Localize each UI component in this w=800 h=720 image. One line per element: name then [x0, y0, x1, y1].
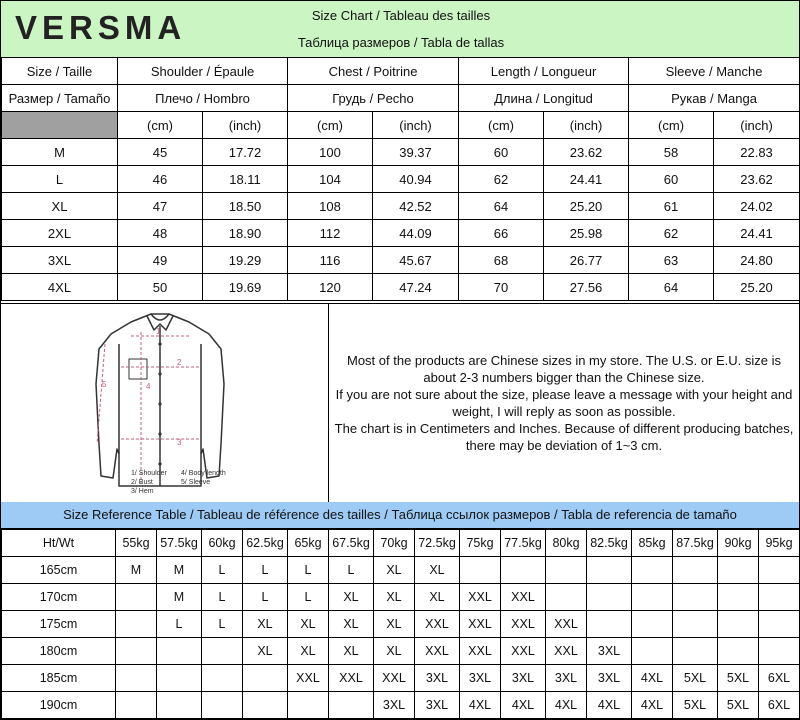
header-bar	[1, 1, 799, 58]
recommended-size-cell: XXL	[460, 584, 501, 611]
size-note	[329, 304, 799, 502]
measurement-cell: 24.41	[714, 220, 800, 247]
recommended-size-cell	[546, 557, 587, 584]
measurement-cell: 60	[629, 166, 714, 193]
recommended-size-cell: 5XL	[673, 692, 718, 719]
size-table	[1, 57, 800, 301]
size-label-cell: 2XL	[2, 220, 118, 247]
measurement-cell: 39.37	[373, 139, 459, 166]
recommended-size-cell: XL	[288, 611, 329, 638]
recommended-size-cell	[116, 692, 157, 719]
recommended-size-cell: M	[157, 557, 202, 584]
brand-logo: VERSMA	[15, 9, 187, 46]
weight-header-cell: 62.5kg	[243, 530, 288, 557]
weight-header-cell: 80kg	[546, 530, 587, 557]
size-label-cell: M	[2, 139, 118, 166]
recommended-size-cell	[718, 557, 759, 584]
recommended-size-cell: XL	[415, 584, 460, 611]
legend-item: 1/ Shoulder	[131, 470, 167, 477]
recommended-size-cell: 5XL	[718, 692, 759, 719]
info-section	[1, 303, 799, 503]
unit-cell: (inch)	[714, 112, 800, 139]
recommended-size-cell	[501, 557, 546, 584]
recommended-size-cell: XL	[243, 638, 288, 665]
weight-header-cell: 67.5kg	[329, 530, 374, 557]
recommended-size-cell: XXL	[460, 638, 501, 665]
size-label-cell: L	[2, 166, 118, 193]
weight-header-cell: 95kg	[759, 530, 800, 557]
recommended-size-cell	[546, 584, 587, 611]
recommended-size-cell: XL	[374, 557, 415, 584]
note-line: there may be deviation of 1~3 cm.	[465, 438, 663, 453]
recommended-size-cell: XXL	[329, 665, 374, 692]
measurement-cell: 19.69	[203, 274, 288, 301]
recommended-size-cell	[587, 611, 632, 638]
measurement-cell: 47	[118, 193, 203, 220]
recommended-size-cell: XXL	[288, 665, 329, 692]
measurement-cell: 100	[288, 139, 373, 166]
measurement-cell: 104	[288, 166, 373, 193]
recommended-size-cell: L	[329, 557, 374, 584]
recommended-size-cell: L	[243, 584, 288, 611]
reference-row	[2, 692, 800, 719]
recommended-size-cell: 3XL	[374, 692, 415, 719]
weight-header-cell: 55kg	[116, 530, 157, 557]
unit-cell: (cm)	[288, 112, 373, 139]
weight-header-cell: 85kg	[632, 530, 673, 557]
recommended-size-cell: 4XL	[632, 692, 673, 719]
measurement-cell: 46	[118, 166, 203, 193]
recommended-size-cell: XXL	[501, 638, 546, 665]
recommended-size-cell: 4XL	[587, 692, 632, 719]
measurement-cell: 24.41	[544, 166, 629, 193]
measurement-cell: 49	[118, 247, 203, 274]
size-reference-table	[1, 529, 800, 719]
recommended-size-cell	[157, 692, 202, 719]
recommended-size-cell: 4XL	[460, 692, 501, 719]
measure-label: 5	[102, 380, 107, 389]
recommended-size-cell: XXL	[546, 611, 587, 638]
measurement-cell: 50	[118, 274, 203, 301]
measurement-cell: 45.67	[373, 247, 459, 274]
measurement-cell: 64	[629, 274, 714, 301]
recommended-size-cell: XXL	[546, 638, 587, 665]
measurement-cell: 108	[288, 193, 373, 220]
unit-cell: (inch)	[203, 112, 288, 139]
size-table-header-row-1	[2, 58, 800, 85]
measure-label: 2	[177, 358, 182, 367]
ht-wt-header-cell: Ht/Wt	[2, 530, 116, 557]
recommended-size-cell	[243, 692, 288, 719]
measurement-cell: 25.20	[714, 274, 800, 301]
recommended-size-cell: 4XL	[501, 692, 546, 719]
recommended-size-cell	[587, 557, 632, 584]
weight-header-cell: 77.5kg	[501, 530, 546, 557]
shirt-measurement-diagram	[1, 304, 329, 502]
weight-header-cell: 70kg	[374, 530, 415, 557]
measurement-cell: 24.02	[714, 193, 800, 220]
height-cell: 180cm	[2, 638, 116, 665]
reference-row	[2, 611, 800, 638]
height-cell: 190cm	[2, 692, 116, 719]
recommended-size-cell	[202, 638, 243, 665]
recommended-size-cell	[673, 638, 718, 665]
recommended-size-cell	[243, 665, 288, 692]
recommended-size-cell: XXL	[415, 611, 460, 638]
unit-cell: (cm)	[629, 112, 714, 139]
legend-item: 3/ Hem	[131, 488, 154, 495]
measurement-cell: 25.98	[544, 220, 629, 247]
recommended-size-cell	[632, 611, 673, 638]
weight-header-cell: 65kg	[288, 530, 329, 557]
size-table-header-row-2	[2, 85, 800, 112]
weight-header-cell: 75kg	[460, 530, 501, 557]
recommended-size-cell: M	[157, 584, 202, 611]
recommended-size-cell	[329, 692, 374, 719]
recommended-size-cell	[116, 665, 157, 692]
legend-item: 5/ Sleeve	[181, 479, 211, 486]
header-cell: Грудь / Pecho	[288, 85, 459, 112]
recommended-size-cell: 6XL	[759, 692, 800, 719]
measure-label: 4	[146, 382, 151, 391]
measurement-cell: 42.52	[373, 193, 459, 220]
recommended-size-cell: XXL	[374, 665, 415, 692]
measurement-cell: 116	[288, 247, 373, 274]
weight-header-cell: 72.5kg	[415, 530, 460, 557]
recommended-size-cell: 3XL	[460, 665, 501, 692]
measurement-cell: 62	[629, 220, 714, 247]
recommended-size-cell: L	[157, 611, 202, 638]
measurement-cell: 22.83	[714, 139, 800, 166]
blank-gray-cell	[2, 112, 118, 139]
legend-item: 2/ Bust	[131, 479, 153, 486]
recommended-size-cell: XL	[374, 584, 415, 611]
size-row	[2, 247, 800, 274]
reference-row	[2, 638, 800, 665]
recommended-size-cell: 3XL	[415, 665, 460, 692]
recommended-size-cell	[632, 557, 673, 584]
measurement-cell: 62	[459, 166, 544, 193]
recommended-size-cell	[759, 557, 800, 584]
recommended-size-cell: L	[202, 611, 243, 638]
height-cell: 165cm	[2, 557, 116, 584]
note-line: The chart is in Centimeters and Inches. Because of different producing batches,	[334, 421, 794, 436]
measurement-cell: 18.50	[203, 193, 288, 220]
recommended-size-cell: XL	[329, 611, 374, 638]
recommended-size-cell: XL	[374, 611, 415, 638]
header-cell: Размер / Tamaño	[2, 85, 118, 112]
size-note-text	[331, 352, 798, 454]
measurement-cell: 63	[629, 247, 714, 274]
measurement-cell: 40.94	[373, 166, 459, 193]
measurement-cell: 19.29	[203, 247, 288, 274]
reference-header-row	[2, 530, 800, 557]
height-cell: 175cm	[2, 611, 116, 638]
weight-header-cell: 82.5kg	[587, 530, 632, 557]
size-row	[2, 220, 800, 247]
weight-header-cell: 90kg	[718, 530, 759, 557]
header-cell: Size / Taille	[2, 58, 118, 85]
recommended-size-cell	[759, 584, 800, 611]
measure-label: 1	[156, 327, 161, 336]
recommended-size-cell: 6XL	[759, 665, 800, 692]
recommended-size-cell: XL	[374, 638, 415, 665]
measurement-cell: 68	[459, 247, 544, 274]
header-cell: Shoulder / Épaule	[118, 58, 288, 85]
recommended-size-cell: 3XL	[501, 665, 546, 692]
unit-cell: (inch)	[373, 112, 459, 139]
recommended-size-cell: M	[116, 557, 157, 584]
recommended-size-cell: XXL	[501, 611, 546, 638]
header-cell: Плечо / Hombro	[118, 85, 288, 112]
recommended-size-cell	[116, 638, 157, 665]
recommended-size-cell: 3XL	[546, 665, 587, 692]
recommended-size-cell: L	[243, 557, 288, 584]
unit-cell: (cm)	[459, 112, 544, 139]
reference-row	[2, 557, 800, 584]
note-line: about 2-3 numbers bigger than the Chinese size.	[423, 370, 705, 385]
measurement-cell: 58	[629, 139, 714, 166]
recommended-size-cell	[202, 692, 243, 719]
recommended-size-cell: XL	[243, 611, 288, 638]
size-table-units-row	[2, 112, 800, 139]
measurement-cell: 17.72	[203, 139, 288, 166]
reference-table-title: Size Reference Table / Tableau de référence des tailles / Таблица ссылок размеров / Tabla de referencia de tamaño	[1, 502, 799, 529]
note-line: weight, I will reply as soon as possible.	[452, 404, 676, 419]
measurement-cell: 70	[459, 274, 544, 301]
recommended-size-cell	[759, 638, 800, 665]
reference-row	[2, 665, 800, 692]
recommended-size-cell: L	[202, 557, 243, 584]
height-cell: 170cm	[2, 584, 116, 611]
measurement-cell: 23.62	[714, 166, 800, 193]
recommended-size-cell: L	[288, 557, 329, 584]
recommended-size-cell	[202, 665, 243, 692]
recommended-size-cell: XL	[329, 638, 374, 665]
recommended-size-cell: 4XL	[546, 692, 587, 719]
measurement-cell: 47.24	[373, 274, 459, 301]
recommended-size-cell: XXL	[460, 611, 501, 638]
recommended-size-cell	[759, 611, 800, 638]
recommended-size-cell: 3XL	[415, 692, 460, 719]
height-cell: 185cm	[2, 665, 116, 692]
recommended-size-cell	[718, 611, 759, 638]
measurement-cell: 26.77	[544, 247, 629, 274]
measurement-cell: 112	[288, 220, 373, 247]
recommended-size-cell: L	[288, 584, 329, 611]
note-line: If you are not sure about the size, please leave a message with your height and	[335, 387, 793, 402]
recommended-size-cell	[116, 611, 157, 638]
recommended-size-cell	[632, 638, 673, 665]
size-label-cell: 3XL	[2, 247, 118, 274]
header-cell: Length / Longueur	[459, 58, 629, 85]
reference-row	[2, 584, 800, 611]
chart-subtitle: Таблица размеров / Tabla de tallas	[297, 35, 505, 50]
size-label-cell: XL	[2, 193, 118, 220]
recommended-size-cell: XXL	[415, 638, 460, 665]
measure-label: 3	[177, 438, 182, 447]
measurement-cell: 45	[118, 139, 203, 166]
size-row	[2, 193, 800, 220]
recommended-size-cell	[157, 638, 202, 665]
header-cell: Рукав / Manga	[629, 85, 800, 112]
measurement-cell: 23.62	[544, 139, 629, 166]
recommended-size-cell	[116, 584, 157, 611]
measurement-cell: 18.90	[203, 220, 288, 247]
measurement-cell: 25.20	[544, 193, 629, 220]
unit-cell: (inch)	[544, 112, 629, 139]
recommended-size-cell	[460, 557, 501, 584]
recommended-size-cell: 3XL	[587, 638, 632, 665]
size-table-body	[2, 139, 800, 301]
weight-header-cell: 87.5kg	[673, 530, 718, 557]
reference-table-body	[2, 530, 800, 719]
legend-item: 4/ Body length	[181, 470, 226, 477]
measurement-cell: 48	[118, 220, 203, 247]
weight-header-cell: 60kg	[202, 530, 243, 557]
note-line: Most of the products are Chinese sizes in my store. The U.S. or E.U. size is	[347, 353, 781, 368]
chart-title: Size Chart / Tableau des tailles	[311, 8, 491, 23]
measurement-cell: 66	[459, 220, 544, 247]
size-label-cell: 4XL	[2, 274, 118, 301]
header-cell: Chest / Poitrine	[288, 58, 459, 85]
measurement-cell: 120	[288, 274, 373, 301]
weight-header-cell: 57.5kg	[157, 530, 202, 557]
recommended-size-cell: 3XL	[587, 665, 632, 692]
recommended-size-cell	[718, 638, 759, 665]
recommended-size-cell	[673, 584, 718, 611]
size-row	[2, 274, 800, 301]
measurement-cell: 18.11	[203, 166, 288, 193]
measurement-cell: 27.56	[544, 274, 629, 301]
recommended-size-cell	[157, 665, 202, 692]
measurement-cell: 61	[629, 193, 714, 220]
recommended-size-cell: 5XL	[673, 665, 718, 692]
measurement-cell: 24.80	[714, 247, 800, 274]
recommended-size-cell	[673, 557, 718, 584]
size-row	[2, 139, 800, 166]
recommended-size-cell: 4XL	[632, 665, 673, 692]
recommended-size-cell: XL	[415, 557, 460, 584]
measurement-cell: 60	[459, 139, 544, 166]
header-cell: Sleeve / Manche	[629, 58, 800, 85]
recommended-size-cell: XXL	[501, 584, 546, 611]
recommended-size-cell	[288, 692, 329, 719]
recommended-size-cell	[718, 584, 759, 611]
measurement-cell: 44.09	[373, 220, 459, 247]
recommended-size-cell	[587, 584, 632, 611]
recommended-size-cell: L	[202, 584, 243, 611]
shirt-illustration	[1, 304, 328, 502]
recommended-size-cell: XL	[288, 638, 329, 665]
recommended-size-cell	[673, 611, 718, 638]
header-cell: Длина / Longitud	[459, 85, 629, 112]
measurement-cell: 64	[459, 193, 544, 220]
size-row	[2, 166, 800, 193]
recommended-size-cell: 5XL	[718, 665, 759, 692]
unit-cell: (cm)	[118, 112, 203, 139]
recommended-size-cell	[632, 584, 673, 611]
recommended-size-cell: XL	[329, 584, 374, 611]
